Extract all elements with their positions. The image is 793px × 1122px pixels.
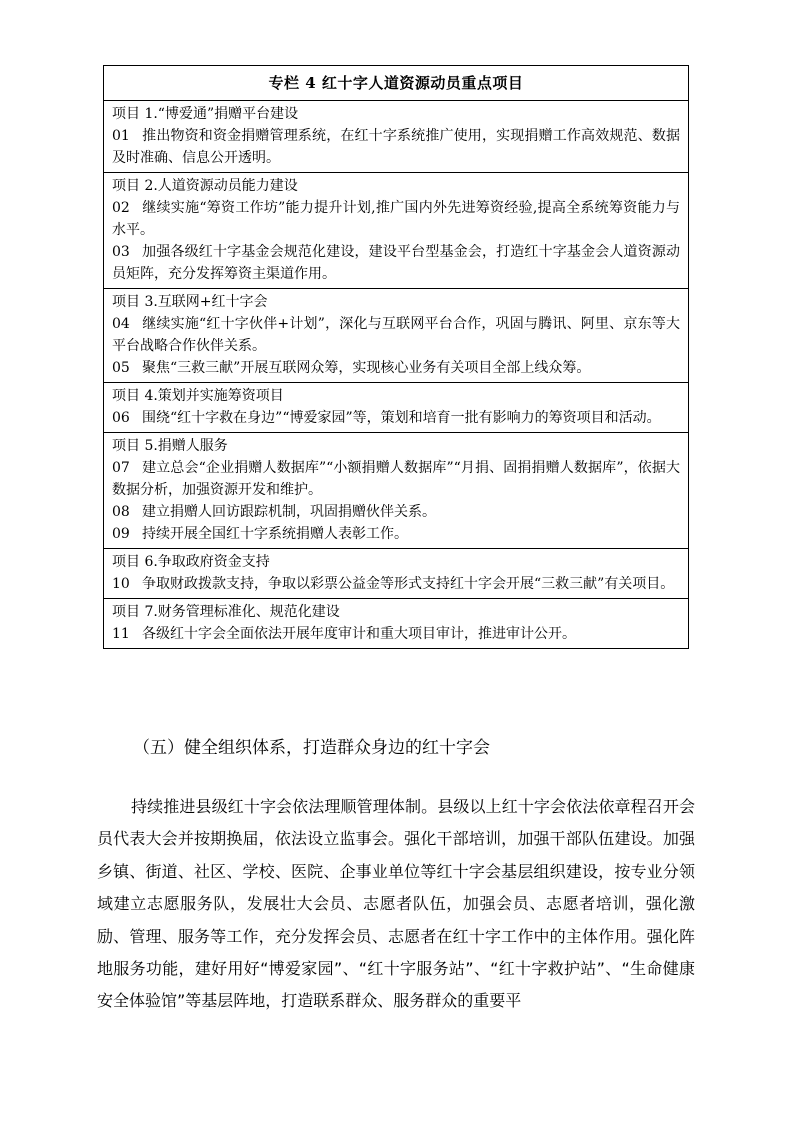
project-title: 项目 6.争取政府资金支持 (112, 554, 270, 570)
item-number: 08 (112, 504, 130, 520)
item-text: 推出物资和资金捐赠管理系统，在红十字系统推广使用，实现捐赠工作高效规范、数据及时准确、信息公开透明。 (112, 128, 680, 166)
project-item (112, 313, 680, 357)
section-heading: （五）健全组织体系，打造群众身边的红十字会 (133, 738, 490, 758)
project-title: 项目 2.人道资源动员能力建设 (112, 178, 298, 194)
item-text: 建立捐赠人回访跟踪机制，巩固捐赠伙伴关系。 (142, 504, 436, 520)
project-item (112, 457, 680, 501)
body-paragraph: 持续推进县级红十字会依法理顺管理体制。县级以上红十字会依法依章程召开会员代表大会并按期换届，依法设立监事会。强化干部培训，加强干部队伍建设。加强乡镇、街道、社区、学校、医院、企事业单位等红十字会基层组织建设，按专业分领域建立志愿服务队，发展壮大会员、志愿者队伍，加强会员、志愿者培训，强化激励、管理、服务等工作，充分发挥会员、志愿者在红十字工作中的主体作用。强化阵地服务功能，建好用好“博爱家园”、“红十字服务站”、“红十字救护站”、“生命健康安全体验馆”等基层阵地，打造联系群众、服务群众的重要平 (97, 797, 695, 1011)
item-number: 02 (112, 200, 130, 216)
item-number: 09 (112, 526, 130, 542)
project-title: 项目 3.互联网+红十字会 (112, 294, 268, 310)
project-title: 项目 5.捐赠人服务 (112, 438, 228, 454)
project-item (112, 523, 680, 545)
item-text: 继续实施“红十字伙伴+计划”，深化与互联网平台合作，巩固与腾讯、阿里、京东等大平台战略合作伙伴关系。 (112, 316, 680, 354)
project-item (112, 197, 680, 241)
item-text: 建立总会“企业捐赠人数据库”“小额捐赠人数据库”“月捐、固捐捐赠人数据库”，依据大数据分析，加强资源开发和维护。 (112, 460, 680, 498)
item-number: 01 (112, 128, 130, 144)
item-number: 10 (112, 576, 130, 592)
item-text: 聚焦“三救三献”开展互联网众筹，实现核心业务有关项目全部上线众筹。 (142, 360, 591, 376)
project-item (112, 501, 680, 523)
project-title: 项目 7.财务管理标准化、规范化建设 (112, 604, 340, 620)
project-column-box (103, 65, 689, 649)
item-number: 11 (112, 626, 130, 642)
project-2 (104, 173, 688, 289)
item-text: 持续开展全国红十字系统捐赠人表彰工作。 (142, 526, 408, 542)
project-4 (104, 383, 688, 433)
item-text: 围绕“红十字救在身边”“博爱家园”等，策划和培育一批有影响力的筹资项目和活动。 (142, 410, 661, 426)
project-1 (104, 101, 688, 173)
item-number: 03 (112, 244, 130, 260)
item-number: 04 (112, 316, 130, 332)
item-text: 争取财政拨款支持，争取以彩票公益金等形式支持红十字会开展“三救三献”有关项目。 (142, 576, 675, 592)
project-item (112, 357, 680, 379)
item-text: 各级红十字会全面依法开展年度审计和重大项目审计，推进审计公开。 (142, 626, 576, 642)
project-item (112, 241, 680, 285)
project-3 (104, 289, 688, 383)
project-item (112, 125, 680, 169)
item-text: 加强各级红十字基金会规范化建设，建设平台型基金会，打造红十字基金会人道资源动员矩阵，充分发挥筹资主渠道作用。 (112, 244, 680, 282)
project-title: 项目 1.“博爱通”捐赠平台建设 (112, 106, 299, 122)
project-5 (104, 433, 688, 549)
item-number: 07 (112, 460, 130, 476)
project-title: 项目 4.策划并实施筹资项目 (112, 388, 284, 404)
item-number: 05 (112, 360, 130, 376)
column-title: 专栏 4 红十字人道资源动员重点项目 (104, 66, 688, 101)
project-6 (104, 549, 688, 599)
project-item (112, 573, 680, 595)
project-7 (104, 599, 688, 648)
project-item (112, 407, 680, 429)
project-item (112, 623, 680, 645)
item-number: 06 (112, 410, 130, 426)
item-text: 继续实施“筹资工作坊”能力提升计划,推广国内外先进筹资经验,提高全系统筹资能力与水平。 (112, 200, 680, 238)
